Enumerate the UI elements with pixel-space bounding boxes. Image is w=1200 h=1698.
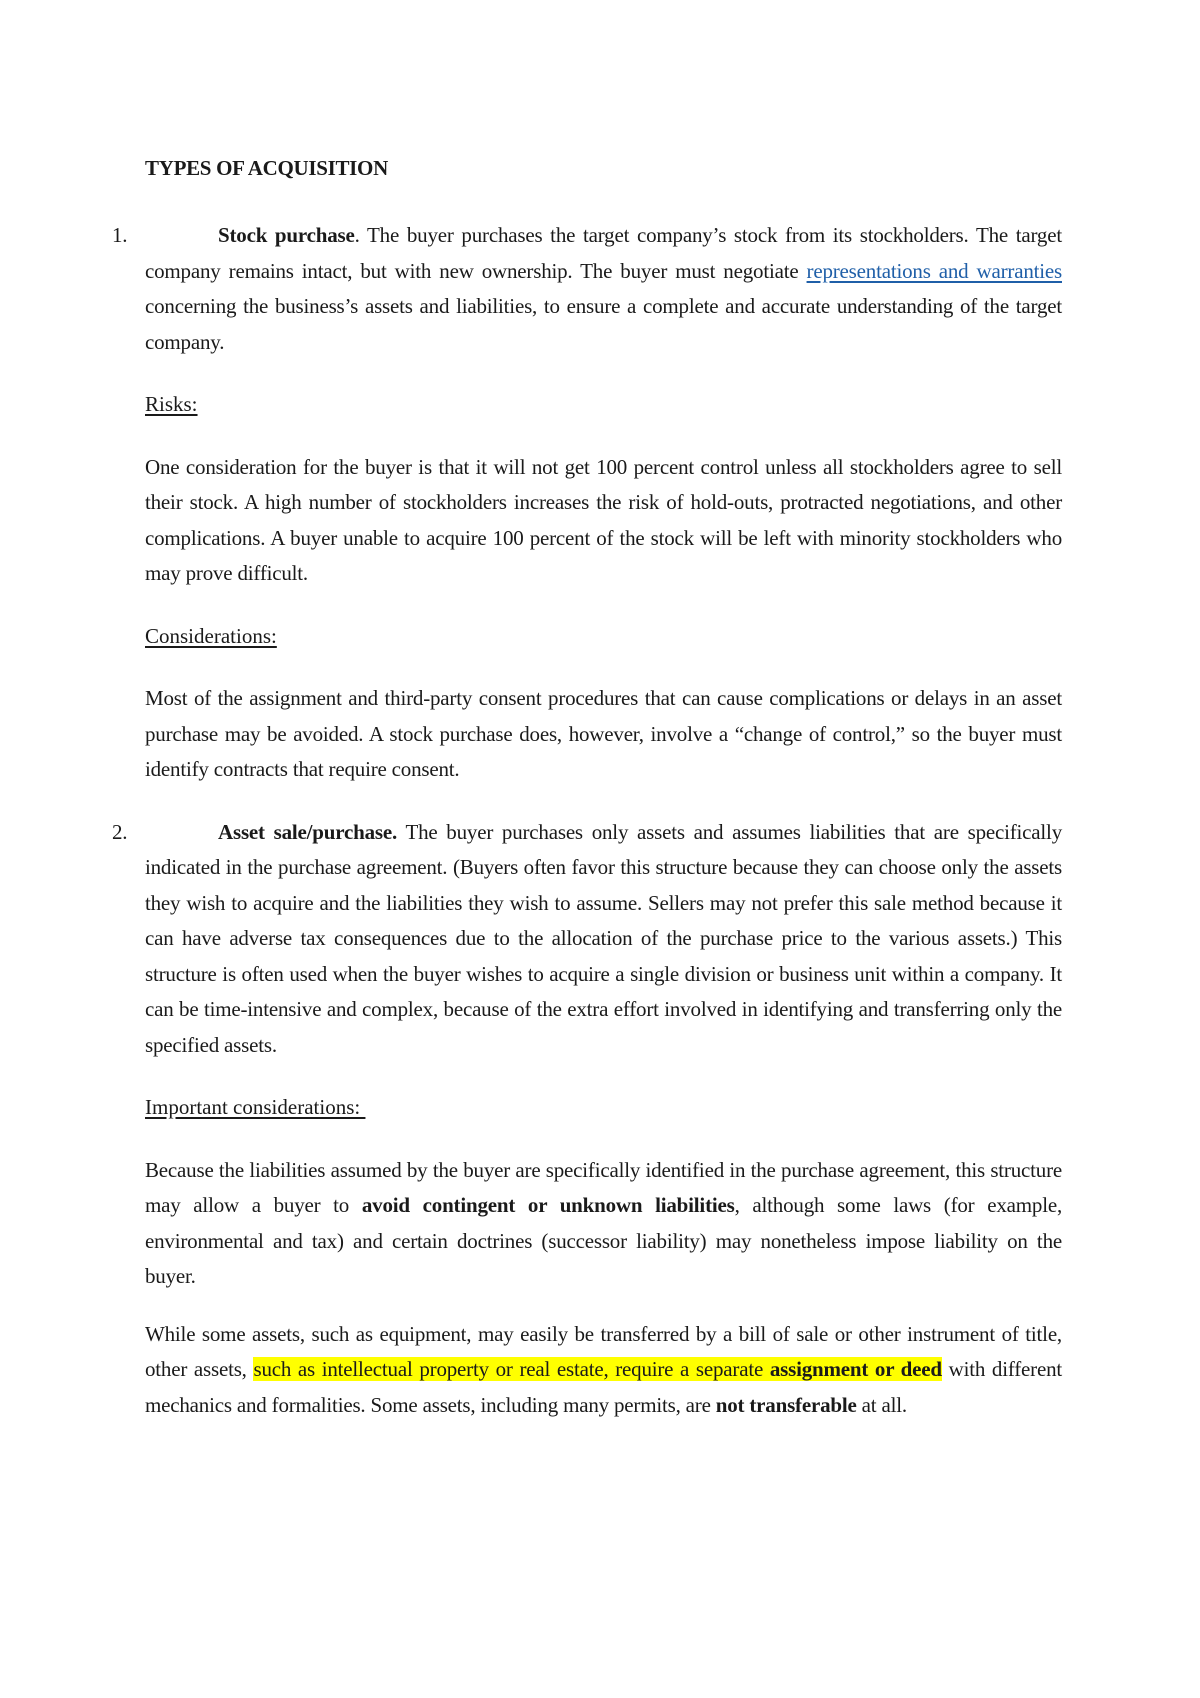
important-p2-highlight: such as intellectual property or real estate, require a separate xyxy=(253,1357,770,1381)
important-p1-text-b: , although some laws (for example, environmental and tax) and certain doctrines (successor liability) may nonetheless impose liability on the buyer. xyxy=(145,1193,1062,1288)
important-paragraph-1 xyxy=(145,1153,1062,1295)
section-1-heading: Stock purchase xyxy=(218,223,355,247)
risks-heading: Risks: xyxy=(145,392,198,416)
risks-paragraph: One consideration for the buyer is that it will not get 100 percent control unless all stockholders agree to sell their stock. A high number of stockholders increases the risk of hold-outs, protracted negotiations, and other complications. A buyer unable to acquire 100 percent of the stock will be left with minority stockholders who may prove difficult. xyxy=(145,454,1062,585)
important-p2-text-a: While some assets, such as equipment, may easily be transferred by a bill of sale or other instrument of title, other assets, xyxy=(145,1321,1062,1381)
important-p1-text-a: Because the liabilities assumed by the buyer are specifically identified in the purchase agreement, this structure may allow a buyer to xyxy=(145,1157,1062,1217)
section-2-number: 2. xyxy=(112,819,128,844)
important-p2-text-b: with different mechanics and formalities. Some assets, including many permits, are xyxy=(145,1357,1063,1417)
considerations-paragraph: Most of the assignment and third-party consent procedures that can cause complications or delays in an asset purchase may be avoided. A stock purchase does, however, involve a “change of control,” so the buyer must identify contracts that require consent. xyxy=(145,686,1062,781)
representations-warranties-link[interactable]: representations and warranties xyxy=(806,258,1062,283)
section-2-text: The buyer purchases only assets and assumes liabilities that are specifically indicated in the purchase agreement. (Buyers often favor this structure because they can choose only the assets they wish to acquire and the liabilities they wish to assume. Sellers may not prefer this sale method because it can have adverse tax consequences due to the allocation of the purchase price to the various assets.) This structure is often used when the buyer wishes to acquire a single division or business unit within a company. It can be time-intensive and complex, because of the extra effort involved in identifying and transferring only the specified assets. xyxy=(145,819,1062,1057)
important-considerations-heading: Important considerations: xyxy=(145,1095,366,1119)
important-p2-text-c: at all. xyxy=(856,1392,907,1417)
section-2-paragraph xyxy=(112,815,1062,1064)
important-p2-highlight-bold: assignment or deed xyxy=(769,1357,942,1381)
section-1-paragraph xyxy=(112,218,1062,360)
section-1-text-a: . The buyer purchases the target company’s stock from its stockholders. The target company remains intact, but with new ownership. The buyer must negotiate xyxy=(145,223,1062,283)
section-1-number: 1. xyxy=(112,223,128,247)
important-p1-bold: avoid contingent or unknown liabilities xyxy=(361,1193,735,1217)
section-1-text-b: concerning the business’s assets and liabilities, to ensure a complete and accurate understanding of the target company. xyxy=(145,294,1062,354)
document-title: TYPES OF ACQUISITION xyxy=(145,156,388,180)
considerations-heading: Considerations: xyxy=(145,623,277,648)
important-p2-bold: not transferable xyxy=(715,1392,857,1417)
section-2-heading: Asset sale/purchase. xyxy=(218,819,398,844)
important-paragraph-2 xyxy=(145,1317,1062,1424)
